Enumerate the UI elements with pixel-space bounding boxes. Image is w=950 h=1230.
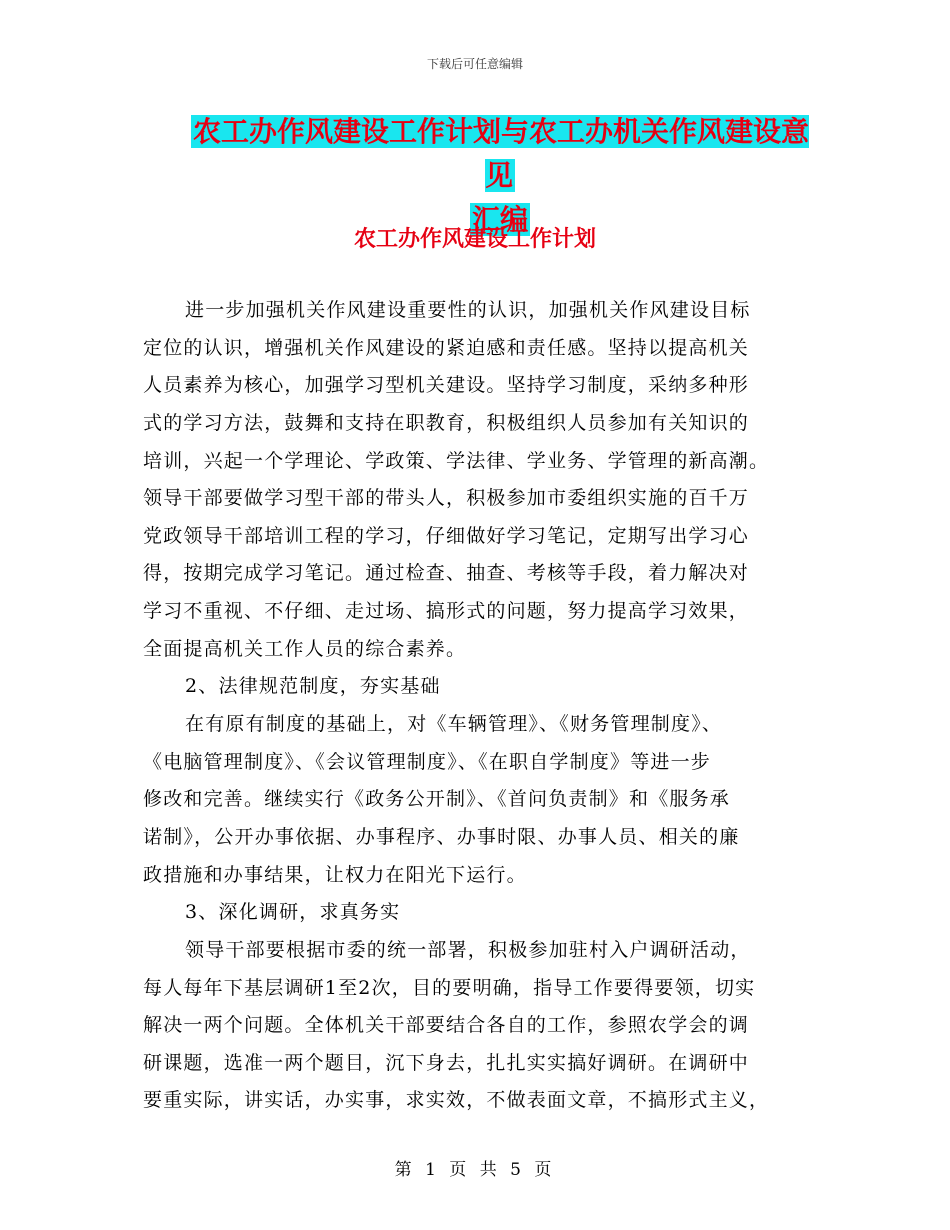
body-line: 定位的认识，增强机关作风建设的紧迫感和责任感。坚持以提高机关 — [143, 336, 750, 359]
body-line: 进一步加强机关作风建设重要性的认识，加强机关作风建设目标 — [185, 299, 751, 321]
body-line: 领导干部要根据市委的统一部署，积极参加驻村入户调研活动， — [185, 938, 751, 961]
subheading-line: 2、法律规范制度，夯实基础 — [185, 675, 441, 698]
body-line: 诺制》，公开办事依据、办事程序、办事时限、办事人员、相关的廉 — [143, 825, 740, 848]
body-line: 党政领导干部培训工程的学习，仔细做好学习笔记，定期写出学习心 — [143, 524, 750, 547]
section-title: 农工办作风建设工作计划 — [353, 227, 596, 252]
subheading-line: 3、深化调研，求真务实 — [185, 901, 401, 924]
body-line: 全面提高机关工作人员的综合素养。 — [143, 637, 467, 660]
body-line: 政措施和办事结果，让权力在阳光下运行。 — [143, 863, 527, 886]
document-body — [143, 292, 808, 1120]
page-number-footer: 第 1 页 共 5 页 — [394, 1160, 556, 1180]
body-line: 领导干部要做学习型干部的带头人，积极参加市委组织实施的百千万 — [143, 487, 750, 510]
body-line: 解决一两个问题。全体机关干部要结合各自的工作，参照农学会的调 — [143, 1014, 750, 1037]
document-title-line-2: 汇编 — [471, 203, 528, 236]
body-line: 研课题，选准一两个题目，沉下身去，扎扎实实搞好调研。在调研中 — [143, 1051, 750, 1074]
body-line: 修改和完善。继续实行《政务公开制》、《首问负责制》和《服务承 — [143, 788, 731, 811]
body-line: 要重实际，讲实话，办实事，求实效，不做表面文章，不搞形式主义， — [143, 1089, 770, 1112]
body-line: 《电脑管理制度》、《会议管理制度》、《在职自学制度》等进一步 — [143, 750, 712, 773]
document-title-line-1: 农工办作风建设工作计划与农工办机关作风建设意见 — [192, 115, 809, 192]
body-line: 得，按期完成学习笔记。通过检查、抽查、考核等手段，着力解决对 — [143, 562, 750, 585]
body-line: 每人每年下基层调研1至2次，目的要明确，指导工作要得要领，切实 — [143, 976, 756, 999]
body-line: 在有原有制度的基础上，对《车辆管理》、《财务管理制度》、 — [185, 713, 723, 736]
body-line: 学习不重视、不仔细、走过场、搞形式的问题，努力提高学习效果， — [143, 600, 750, 623]
body-line: 培训，兴起一个学理论、学政策、学法律、学业务、学管理的新高潮。 — [143, 449, 770, 472]
body-line: 式的学习方法，鼓舞和支持在职教育，积极组织人员参加有关知识的 — [143, 411, 750, 434]
body-line: 人员素养为核心，加强学习型机关建设。坚持学习制度，采纳多种形 — [143, 374, 750, 397]
page-header-note: 下载后可任意编辑 — [426, 57, 523, 71]
